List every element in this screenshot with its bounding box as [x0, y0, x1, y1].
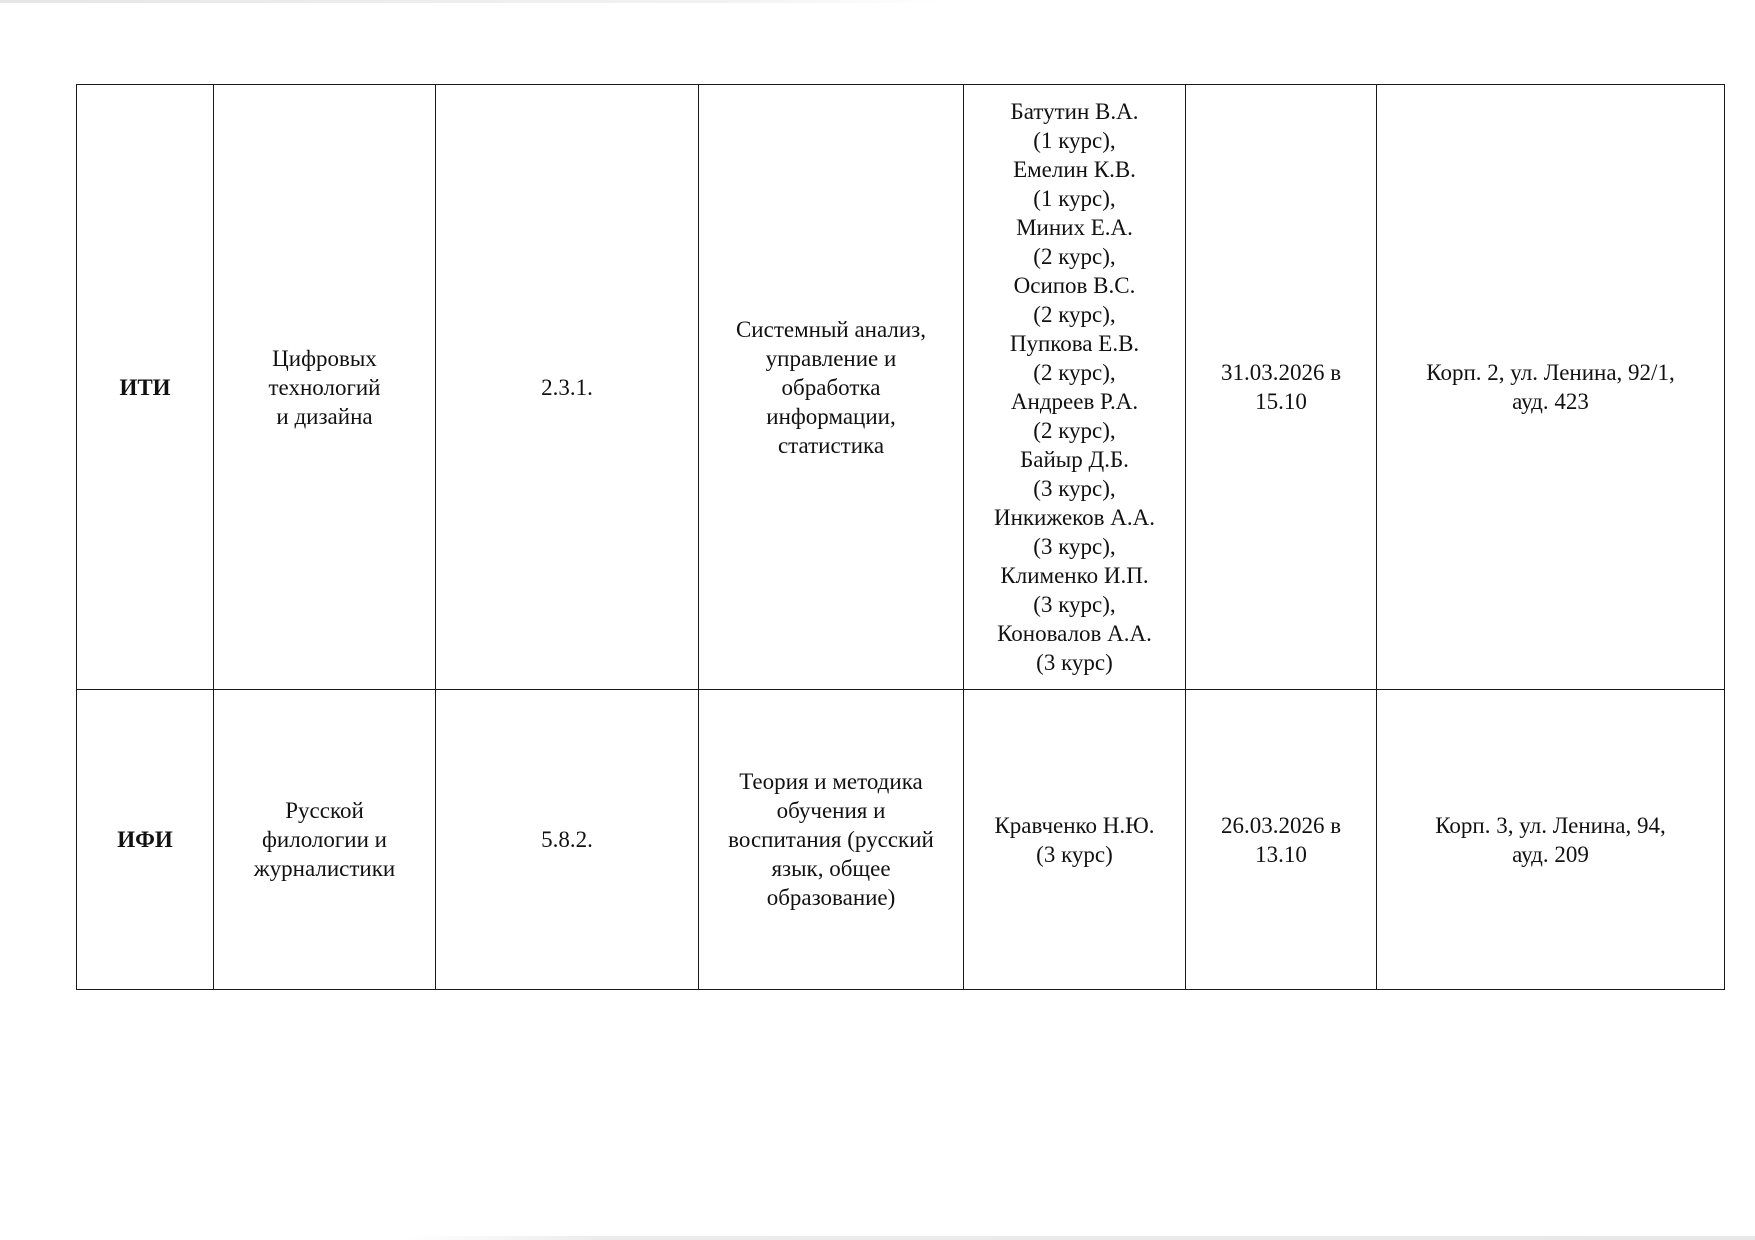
institute-cell: ИТИ: [77, 85, 214, 690]
schedule-table: [76, 84, 1725, 990]
specialty-code-cell: 5.8.2.: [436, 690, 699, 990]
scan-edge-top: [0, 0, 940, 3]
location-cell: Корп. 3, ул. Ленина, 94, ауд. 209: [1377, 690, 1725, 990]
table-row: [77, 690, 1725, 990]
location-cell: Корп. 2, ул. Ленина, 92/1, ауд. 423: [1377, 85, 1725, 690]
students-cell: Кравченко Н.Ю. (3 курс): [964, 690, 1186, 990]
department-cell: Цифровых технологий и дизайна: [214, 85, 436, 690]
specialty-name-cell: Теория и методика обучения и воспитания (русский язык, общее образование): [699, 690, 964, 990]
institute-cell: ИФИ: [77, 690, 214, 990]
scan-edge-bottom: [400, 1236, 1755, 1240]
specialty-name-cell: Системный анализ, управление и обработка информации, статистика: [699, 85, 964, 690]
datetime-cell: 31.03.2026 в 15.10: [1186, 85, 1377, 690]
table-row: [77, 85, 1725, 690]
specialty-code-cell: 2.3.1.: [436, 85, 699, 690]
department-cell: Русской филологии и журналистики: [214, 690, 436, 990]
datetime-cell: 26.03.2026 в 13.10: [1186, 690, 1377, 990]
students-cell: Батутин В.А. (1 курс), Емелин К.В. (1 курс), Миних Е.А. (2 курс), Осипов В.С. (2 курс), Пупкова Е.В. (2 курс), Андреев Р.А. (2 курс), Байыр Д.Б. (3 курс), Инкижеков А.А. (3 курс), Клименко И.П. (3 курс), Коновалов А.А. (3 курс): [964, 85, 1186, 690]
